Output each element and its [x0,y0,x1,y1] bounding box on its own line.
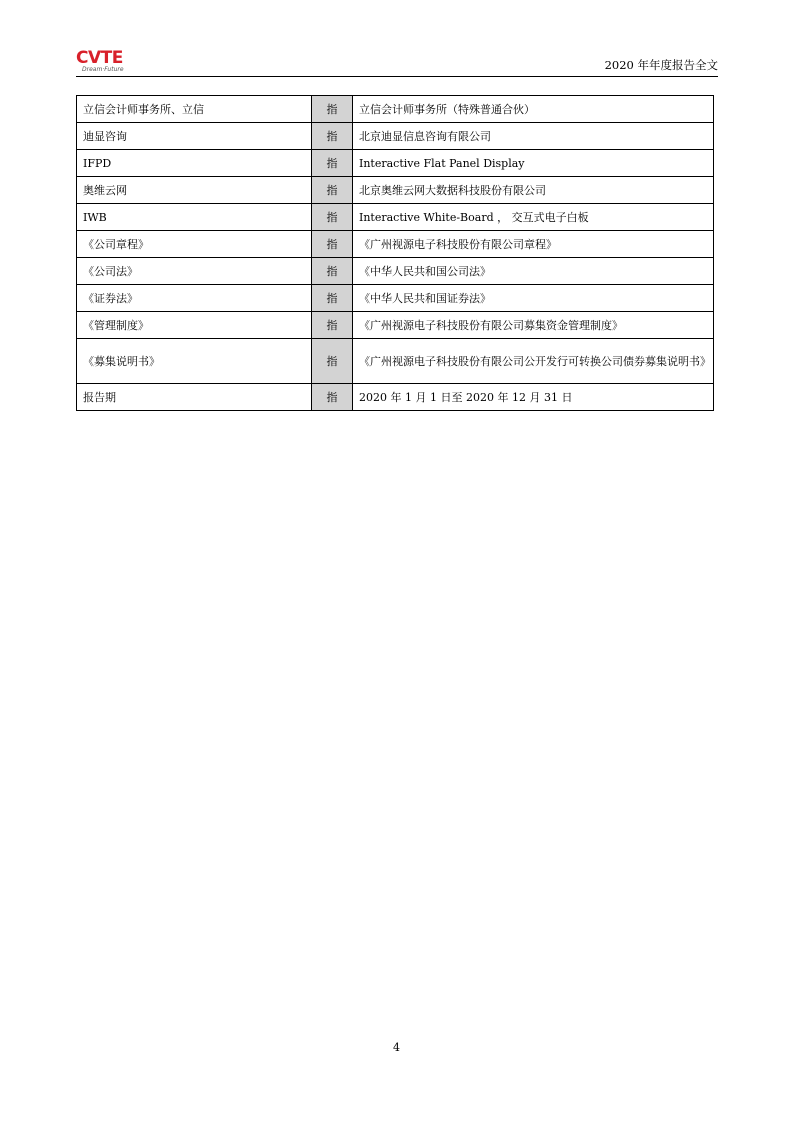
term-cell: 《证券法》 [77,285,312,312]
refers-to-cell: 指 [312,177,353,204]
table-row [77,96,714,123]
definition-cell: 立信会计师事务所（特殊普通合伙） [353,96,714,123]
term-cell: 《募集说明书》 [77,339,312,384]
definition-cell: 《广州视源电子科技股份有限公司公开发行可转换公司债券募集说明书》 [353,339,714,384]
term-cell: IWB [77,204,312,231]
term-cell: IFPD [77,150,312,177]
definition-cell: 《中华人民共和国证券法》 [353,285,714,312]
definition-cell: Interactive Flat Panel Display [353,150,714,177]
refers-to-cell: 指 [312,123,353,150]
definition-cell: 《广州视源电子科技股份有限公司章程》 [353,231,714,258]
table-row [77,312,714,339]
table-row [77,285,714,312]
term-cell: 《公司法》 [77,258,312,285]
term-cell: 迪显咨询 [77,123,312,150]
definition-cell: 2020 年 1 月 1 日至 2020 年 12 月 31 日 [353,384,714,411]
term-cell: 《管理制度》 [77,312,312,339]
refers-to-cell: 指 [312,339,353,384]
table-row [77,150,714,177]
refers-to-cell: 指 [312,384,353,411]
refers-to-cell: 指 [312,312,353,339]
definition-cell: 《广州视源电子科技股份有限公司募集资金管理制度》 [353,312,714,339]
table-row [77,177,714,204]
refers-to-cell: 指 [312,258,353,285]
definition-cell: Interactive White-Board ， 交互式电子白板 [353,204,714,231]
refers-to-cell: 指 [312,150,353,177]
term-cell: 报告期 [77,384,312,411]
table-row [77,204,714,231]
definition-cell: 《中华人民共和国公司法》 [353,258,714,285]
document-title: 2020 年年度报告全文 [604,58,718,72]
page-number: 4 [393,1041,400,1054]
definition-cell: 北京迪显信息咨询有限公司 [353,123,714,150]
refers-to-cell: 指 [312,285,353,312]
company-logo [76,50,132,76]
refers-to-cell: 指 [312,231,353,258]
table-row [77,231,714,258]
definitions-table [76,95,714,411]
page-header [76,48,718,77]
term-cell: 奥维云网 [77,177,312,204]
logo-text: CVTE [76,48,123,68]
table-row [77,123,714,150]
term-cell: 立信会计师事务所、立信 [77,96,312,123]
table-row [77,384,714,411]
definition-cell: 北京奥维云网大数据科技股份有限公司 [353,177,714,204]
logo-tagline: Dream·Future [82,66,124,73]
refers-to-cell: 指 [312,204,353,231]
term-cell: 《公司章程》 [77,231,312,258]
table-row [77,339,714,384]
table-row [77,258,714,285]
refers-to-cell: 指 [312,96,353,123]
